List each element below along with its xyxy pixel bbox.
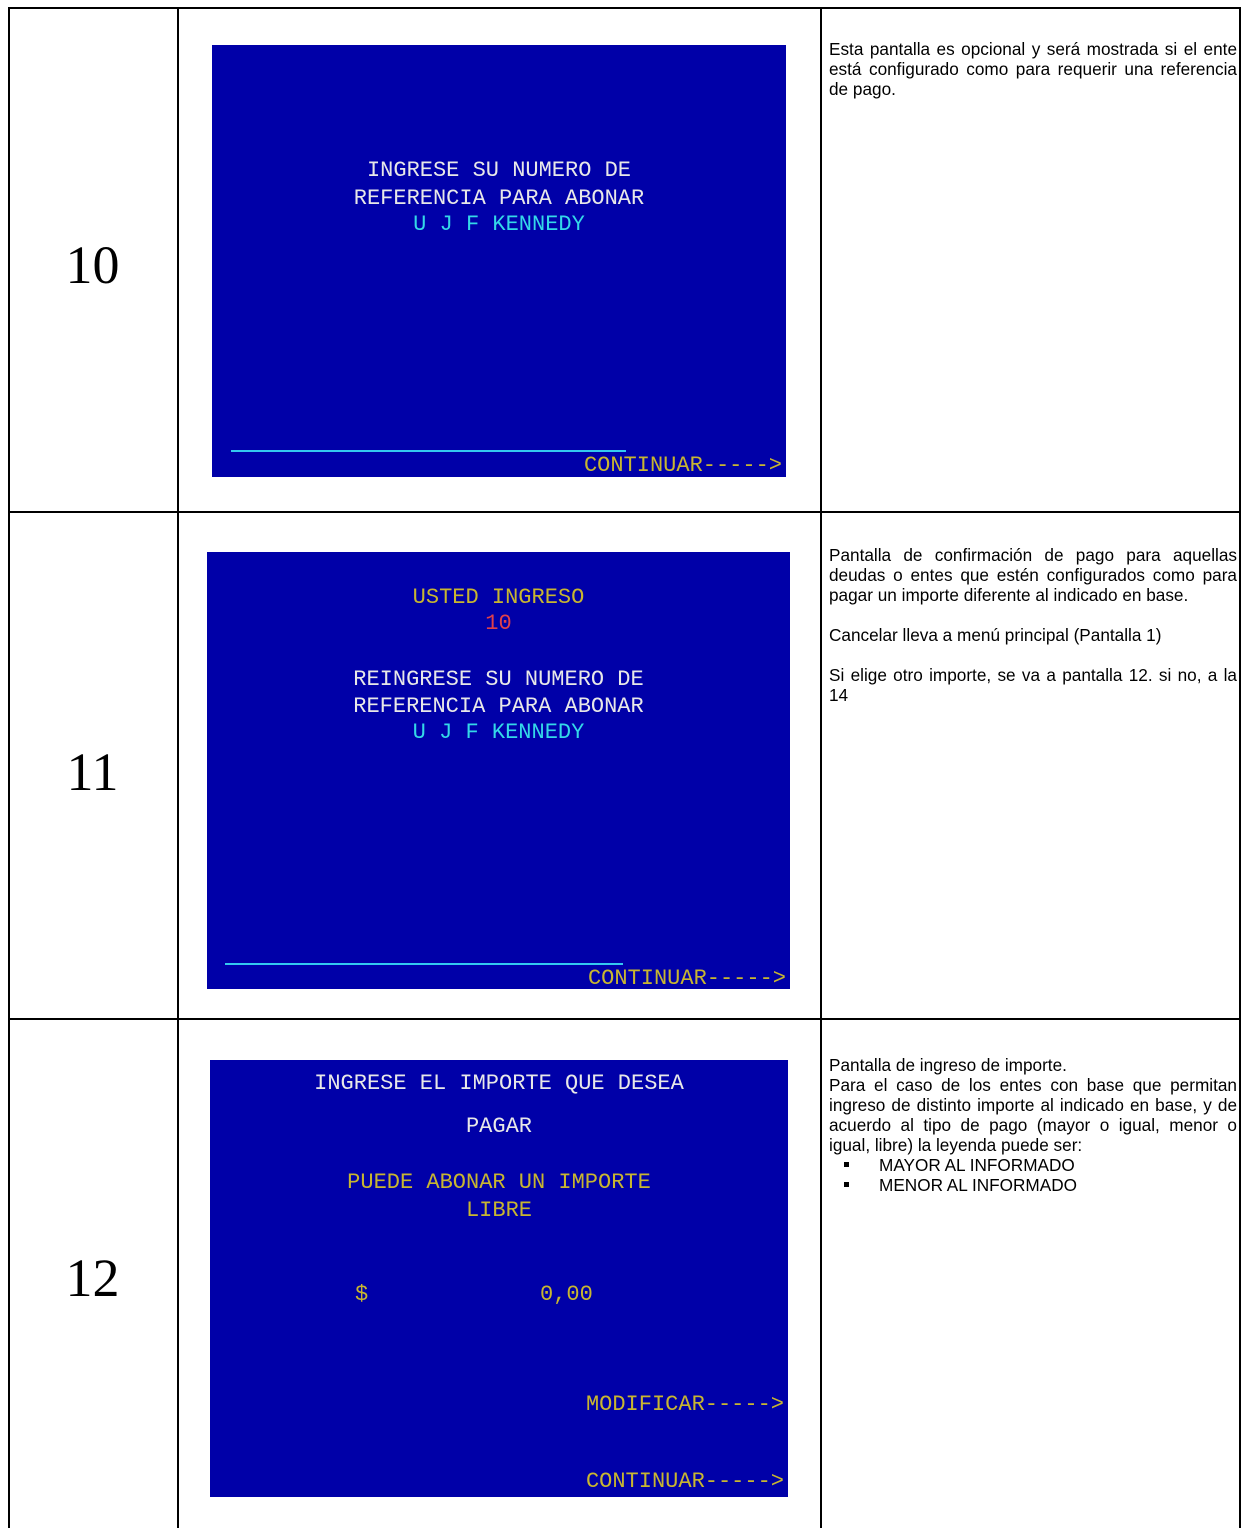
description-10 <box>829 39 1237 99</box>
legend-line-1: PUEDE ABONAR UN IMPORTE <box>347 1170 651 1195</box>
entity-name: U J F KENNEDY <box>413 212 585 237</box>
screen-number-12: 12 <box>65 1248 120 1308</box>
table-border-top <box>8 7 1241 9</box>
currency-symbol: $ <box>355 1282 369 1307</box>
prompt-line-1: INGRESE SU NUMERO DE <box>366 158 632 183</box>
legend-options-list <box>829 1155 1237 1195</box>
row-divider-1 <box>8 511 1241 513</box>
description-paragraph: Si elige otro importe, se va a pantalla 12. si no, a la 14 <box>829 665 1237 705</box>
continue-option[interactable]: CONTINUAR-----> <box>583 453 782 477</box>
entered-label: USTED INGRESO <box>412 585 585 610</box>
prompt-line-2: REFERENCIA PARA ABONAR <box>353 186 645 211</box>
prompt-line-2: PAGAR <box>465 1114 532 1139</box>
atm-screen-12 <box>210 1060 788 1497</box>
table-divider-1 <box>177 7 179 1528</box>
description-12 <box>829 1055 1237 1195</box>
description-paragraph: Cancelar lleva a menú principal (Pantalla 1) <box>829 625 1162 645</box>
description-paragraph: Pantalla de confirmación de pago para aquellas deudas o entes que estén configurados como para pagar un importe diferente al indicado en base. <box>829 545 1237 605</box>
prompt-line-1: INGRESE EL IMPORTE QUE DESEA <box>314 1071 684 1096</box>
row-divider-2 <box>8 1018 1241 1020</box>
entered-value: 10 <box>485 611 512 636</box>
list-item: MAYOR AL INFORMADO <box>829 1155 1237 1175</box>
atm-screen-10 <box>212 45 786 477</box>
table-border-right <box>1239 7 1241 1528</box>
amount-value: 0,00 <box>540 1282 593 1307</box>
input-underline <box>231 450 626 452</box>
description-paragraph: Esta pantalla es opcional y será mostrada si el ente está configurado como para requerir una referencia de pago. <box>829 39 1237 99</box>
description-paragraph: Para el caso de los entes con base que permitan ingreso de distinto importe al indicado en base, y de acuerdo al tipo de pago (mayor o igual, menor o igual, libre) la leyenda puede ser: <box>829 1075 1237 1155</box>
description-11 <box>829 545 1237 705</box>
list-item: MENOR AL INFORMADO <box>829 1175 1237 1195</box>
screen-number-10: 10 <box>65 235 120 295</box>
prompt-line-2: REFERENCIA PARA ABONAR <box>353 694 644 719</box>
prompt-line-1: REINGRESE SU NUMERO DE <box>353 667 644 692</box>
description-paragraph: Pantalla de ingreso de importe. <box>829 1055 1067 1075</box>
continue-option[interactable]: CONTINUAR-----> <box>585 1469 784 1494</box>
input-underline <box>225 963 623 965</box>
legend-line-2: LIBRE <box>465 1198 532 1223</box>
table-divider-2 <box>820 7 822 1528</box>
entity-name: U J F KENNEDY <box>412 720 585 745</box>
modify-option[interactable]: MODIFICAR-----> <box>585 1392 784 1417</box>
atm-screen-11 <box>207 552 790 989</box>
continue-option[interactable]: CONTINUAR-----> <box>587 966 786 989</box>
screen-number-11: 11 <box>66 742 119 802</box>
